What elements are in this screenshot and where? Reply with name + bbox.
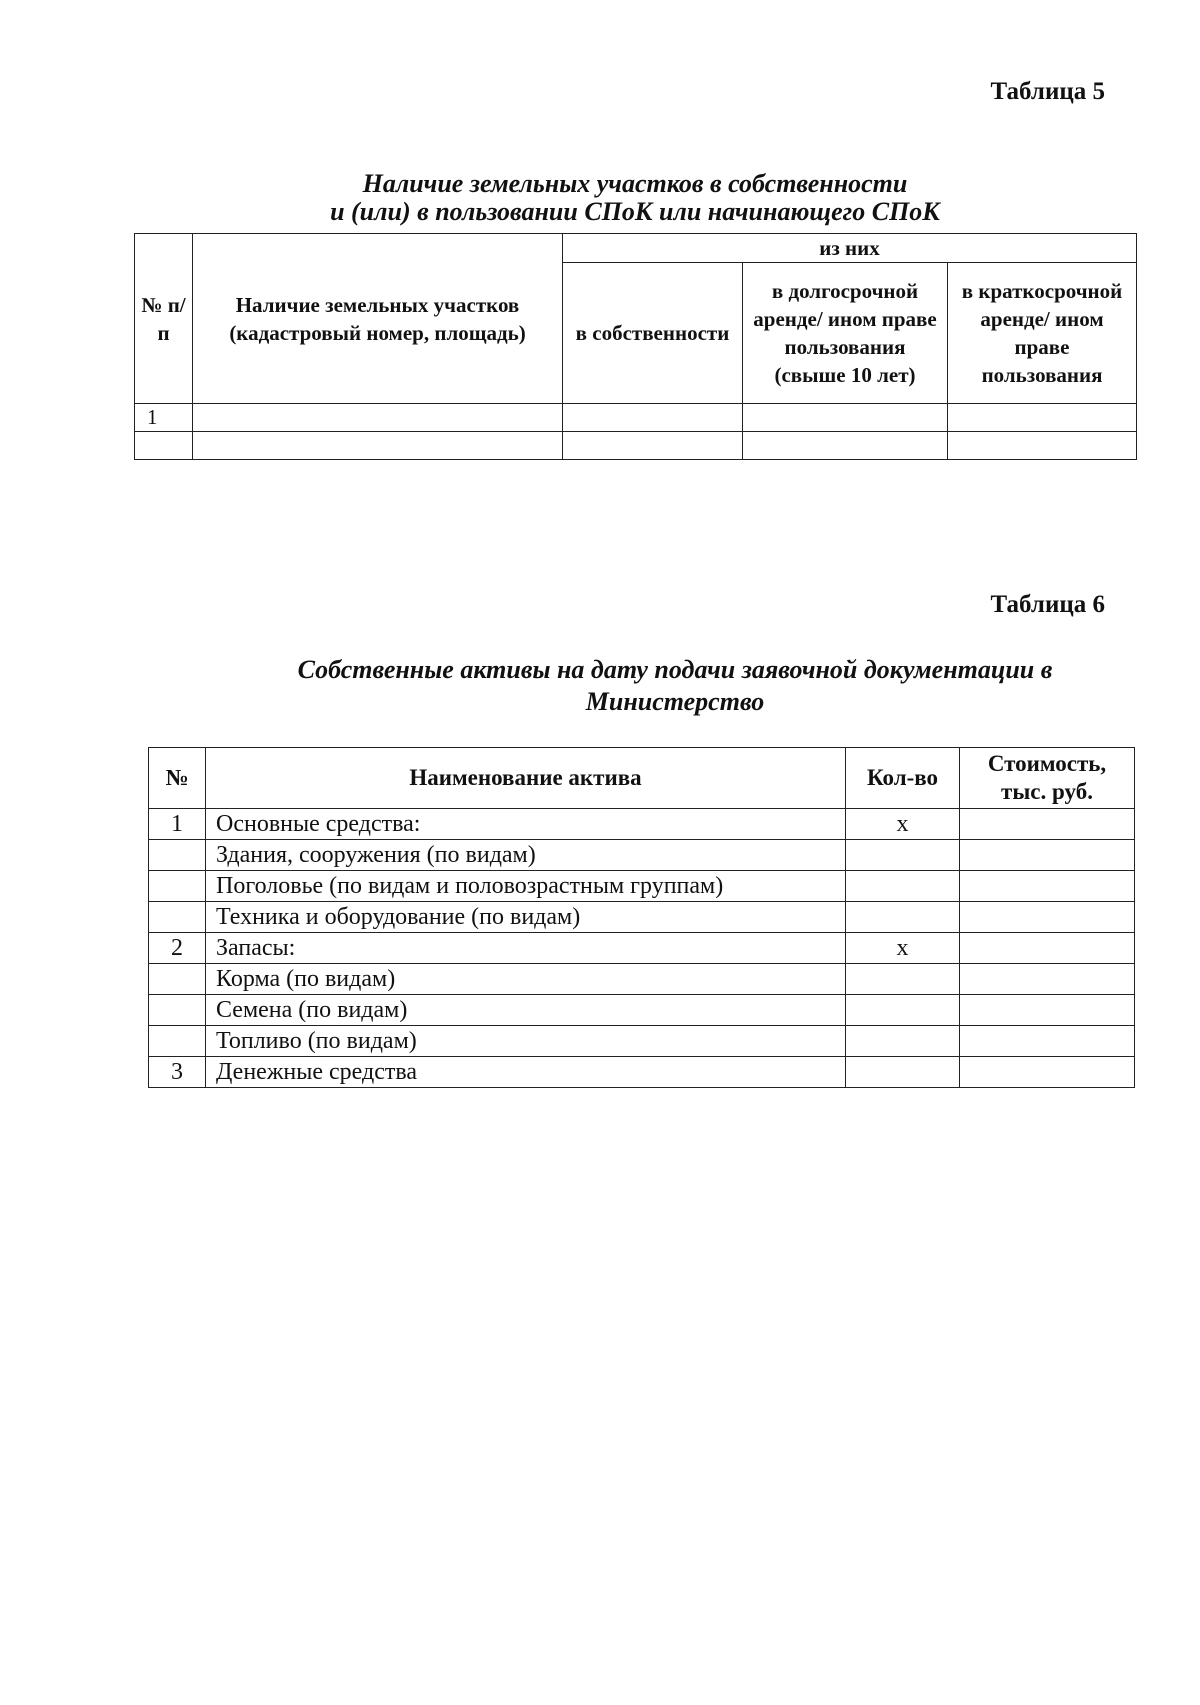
header-owned: в собственности bbox=[563, 263, 743, 404]
header-num: № п/п bbox=[135, 234, 193, 404]
cell-land bbox=[193, 432, 563, 460]
cell-cost bbox=[960, 964, 1135, 995]
cell-short-term bbox=[948, 432, 1137, 460]
table5-label: Таблица 5 bbox=[990, 78, 1105, 105]
cell-qty: х bbox=[846, 933, 960, 964]
cell-qty bbox=[846, 1026, 960, 1057]
cell-long-term bbox=[743, 432, 948, 460]
header-of-them: из них bbox=[563, 234, 1137, 263]
table5-caption-line2: и (или) в пользовании СПоК или начинающего СПоК bbox=[330, 197, 940, 226]
header-short-term: в краткосрочной аренде/ ином праве пользования bbox=[948, 263, 1137, 404]
table6-caption-line1: Собственные активы на дату подачи заявочной документации в bbox=[297, 655, 1053, 684]
cell-cost bbox=[960, 1026, 1135, 1057]
table6-caption bbox=[200, 654, 1150, 718]
cell-cost bbox=[960, 902, 1135, 933]
cell-num bbox=[149, 964, 206, 995]
cell-owned bbox=[563, 404, 743, 432]
header-land: Наличие земельных участков (кадастровый номер, площадь) bbox=[193, 234, 563, 404]
land-plots-table bbox=[134, 233, 1137, 460]
table6-label: Таблица 6 bbox=[990, 591, 1105, 618]
cell-num: 2 bbox=[149, 933, 206, 964]
header-num: № bbox=[149, 748, 206, 809]
header-qty: Кол-во bbox=[846, 748, 960, 809]
table-row bbox=[149, 995, 1135, 1026]
cell-cost bbox=[960, 871, 1135, 902]
header-name: Наименование актива bbox=[206, 748, 846, 809]
table-row bbox=[149, 902, 1135, 933]
cell-qty bbox=[846, 871, 960, 902]
table-row bbox=[149, 871, 1135, 902]
table-row bbox=[135, 404, 1137, 432]
cell-num: 1 bbox=[135, 404, 193, 432]
cell-short-term bbox=[948, 404, 1137, 432]
table-row bbox=[149, 809, 1135, 840]
cell-num: 1 bbox=[149, 809, 206, 840]
cell-name: Основные средства: bbox=[206, 809, 846, 840]
cell-num bbox=[149, 871, 206, 902]
cell-name: Семена (по видам) bbox=[206, 995, 846, 1026]
cell-owned bbox=[563, 432, 743, 460]
cell-num bbox=[149, 840, 206, 871]
cell-num bbox=[149, 902, 206, 933]
cell-name: Корма (по видам) bbox=[206, 964, 846, 995]
header-cost: Стоимость, тыс. руб. bbox=[960, 748, 1135, 809]
cell-name: Запасы: bbox=[206, 933, 846, 964]
cell-cost bbox=[960, 1057, 1135, 1088]
cell-name: Денежные средства bbox=[206, 1057, 846, 1088]
cell-qty bbox=[846, 964, 960, 995]
cell-name: Поголовье (по видам и половозрастным группам) bbox=[206, 871, 846, 902]
own-assets-table bbox=[148, 747, 1135, 1088]
cell-cost bbox=[960, 995, 1135, 1026]
cell-cost bbox=[960, 809, 1135, 840]
table-row bbox=[149, 1026, 1135, 1057]
cell-qty bbox=[846, 840, 960, 871]
table5-caption-line1: Наличие земельных участков в собственности bbox=[362, 169, 908, 198]
cell-qty: х bbox=[846, 809, 960, 840]
cell-name: Топливо (по видам) bbox=[206, 1026, 846, 1057]
table-row bbox=[149, 933, 1135, 964]
cell-qty bbox=[846, 995, 960, 1026]
cell-num: 3 bbox=[149, 1057, 206, 1088]
header-long-term: в долгосрочной аренде/ ином праве пользования (свыше 10 лет) bbox=[743, 263, 948, 404]
cell-qty bbox=[846, 1057, 960, 1088]
cell-num bbox=[149, 1026, 206, 1057]
cell-num bbox=[149, 995, 206, 1026]
table-row bbox=[149, 1057, 1135, 1088]
table-row bbox=[135, 432, 1137, 460]
cell-cost bbox=[960, 933, 1135, 964]
cell-name: Здания, сооружения (по видам) bbox=[206, 840, 846, 871]
cell-cost bbox=[960, 840, 1135, 871]
cell-name: Техника и оборудование (по видам) bbox=[206, 902, 846, 933]
table-row bbox=[149, 840, 1135, 871]
cell-num bbox=[135, 432, 193, 460]
cell-long-term bbox=[743, 404, 948, 432]
cell-land bbox=[193, 404, 563, 432]
table6-caption-line2: Министерство bbox=[585, 687, 765, 716]
table-row bbox=[149, 964, 1135, 995]
table5-caption bbox=[134, 168, 1136, 228]
cell-qty bbox=[846, 902, 960, 933]
